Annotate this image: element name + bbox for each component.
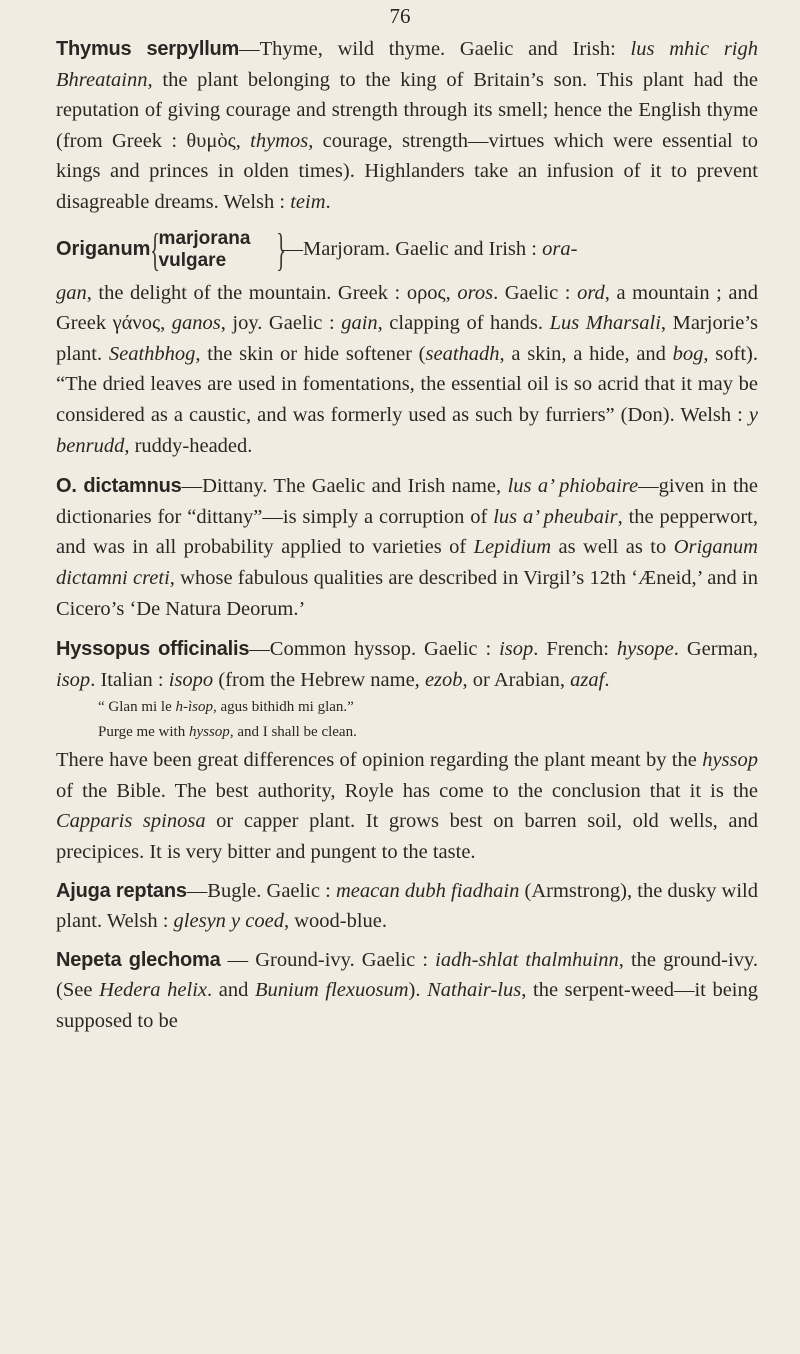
gaelic-word: gain [341,312,378,335]
welsh-name: y benrudd [56,403,758,457]
text: , [235,129,251,152]
text: —Dittany. The Gaelic and Irish name, [181,475,508,498]
text: , agus bithidh mi glan.” [212,699,354,716]
text: , wood-blue. [283,910,388,933]
text: . Italian : [90,668,169,691]
entry-origanum [56,278,758,462]
gaelic-name: Nathair-lus [427,979,522,1002]
german-name: isop [56,668,91,691]
text: , the plant belonging to the king of Britain’s son. This plant had the reputation of giving courage and strength through its smell; hence the English thyme (from Greek : [56,68,758,152]
gaelic-name: Lus Mharsali [549,312,661,335]
text: , the delight of the mountain. Greek : [86,281,407,304]
entry-heading-ajuga: Ajuga reptans [56,879,187,902]
transliteration: thymos [250,129,309,152]
gaelic-name: meacan dubh fiadhain [335,879,520,902]
entry-heading-origanum: Origanum [56,238,151,261]
entry-heading-thymus: Thymus serpyllum [56,38,240,60]
text: ). [408,979,428,1002]
text: , [445,281,458,304]
species-name: Hedera helix [99,979,208,1002]
gaelic-name: iadh-shlat thalmhuinn [435,948,619,971]
greek-word: γάνος [112,312,161,335]
entry-heading-hyssopus: Hyssopus officinalis [56,638,250,661]
transliteration: oros [457,281,494,304]
entry-nepeta [56,945,758,1037]
text: , whose fabulous qualities are described in Virgil’s 12th ‘Æneid,’ and in Cicero’s ‘De Natura Deorum.’ [56,566,758,620]
text: Thyme, wild thyme. Gaelic and Irish: [259,38,631,60]
text: (Armstrong), the dusky wild plant. Welsh : [56,879,758,933]
text: , ruddy-headed. [124,434,253,457]
gaelic-name: lus a’ phiobaire [507,475,639,498]
text: “ Glan mi le [98,699,176,716]
text: There have been great differences of opinion regarding the plant meant by the [56,749,703,772]
text: . German, [673,638,758,661]
text: —given in the dictionaries for “dittany”—is simply a corruption of [56,475,758,528]
quotation [56,695,758,745]
species-list [159,228,251,272]
arabian-name: azaf [570,668,605,691]
text: , soft). “The dried leaves are used in fomentations, the essential oil is so acrid that it may be considered as a caustic, and was formerly used as such by furriers” (Don). Welsh : [56,342,758,426]
transliteration: ganos [171,312,221,335]
italian-name: isopo [168,668,214,691]
text: , Marjorie’s plant. [56,312,758,365]
text: , or Arabian, [462,668,571,691]
text: , the serpent-weed—it being supposed to be [56,979,759,1033]
welsh-name: glesyn y coed [173,910,284,933]
text: , the ground-ivy. (See [56,948,758,1002]
entry-thymus [56,34,758,218]
species-name: Capparis spinosa [56,810,206,833]
gaelic-name: gan [56,281,87,304]
entry-heading-dictamnus: O. dictamnus [56,475,182,498]
french-name: hysope [616,638,674,661]
gaelic-name: lus a’ pheubair [493,505,618,528]
text: , courage, strength—virtues which were essential to kings and princes in olden times). Highlanders take an infusion of it to prevent disagreable dreams. Welsh : [56,129,758,213]
quote-english [98,720,758,745]
entry-hyssopus [56,634,758,695]
text: or capper plant. It grows best on barren soil, old wells, and precipices. It is very bitter and pungent to the taste. [56,810,758,864]
gaelic-word: ord [577,281,605,304]
text: . [604,668,610,691]
text: , a mountain ; and Greek [56,281,758,335]
page-number: 76 [389,4,411,28]
english-word: hyssop [702,749,758,772]
right-brace: } [276,223,287,275]
text: Purge me with [98,724,189,741]
entry-ajuga [56,876,758,937]
origanum-brace-heading [56,222,758,278]
text: —Bugle. Gaelic : [186,879,336,902]
hebrew-name: ezob [424,668,463,691]
text [283,234,578,265]
text: . and [207,979,255,1002]
welsh-name: teim [290,190,326,213]
text: —Marjoram. Gaelic and Irish : [282,238,543,261]
text: , joy. Gaelic : [220,312,342,335]
text: , the pepperwort, and was in all probability applied to varieties of [56,505,758,559]
greek-word: ορος [406,281,446,304]
text: , [160,312,172,335]
gaelic-word: bog [672,342,704,365]
entry-heading-nepeta: Nepeta glechoma [56,948,221,971]
gaelic-name: ora- [542,238,578,261]
hyssopus-paragraph-2 [56,745,758,867]
text: , the skin or hide softener ( [195,342,426,365]
left-brace: { [150,223,161,275]
text: , a skin, a hide, and [499,342,673,365]
gaelic-name: isop [499,638,534,661]
species-name: Bunium flexuosum [255,979,409,1002]
gaelic-word: seathadh [425,342,500,365]
species-name: Origanum dictamni creti [56,536,758,589]
dash: — [239,38,260,60]
gaelic-name: Seathbhog [108,342,196,365]
text: —Common hyssop. Gaelic : [249,638,500,661]
text: . Gaelic : [493,281,578,304]
quote-gaelic [98,695,758,720]
species-vulgare: vulgare [158,249,227,271]
entry-dictamnus [56,471,758,624]
greek-word: θυμὸς [186,129,236,152]
text: , clapping of hands. [377,312,550,335]
text: — Ground-ivy. Gaelic : [220,948,436,971]
gaelic-word: h-ìsop [175,699,213,716]
text: as well as to [551,536,674,559]
text: (from the Hebrew name, [213,668,425,691]
gaelic-name: lus mhic righ Bhreatainn [56,38,758,91]
text: of the Bible. The best authority, Royle has come to the conclusion that it is the [56,779,758,802]
english-word: hyssop [188,724,230,741]
text: . French: [533,638,617,661]
genus-name: Lepidium [473,536,552,559]
text: , and I shall be clean. [229,724,357,741]
species-marjorana: marjorana [158,227,251,249]
body-text [56,34,758,1037]
text: . [325,190,331,213]
